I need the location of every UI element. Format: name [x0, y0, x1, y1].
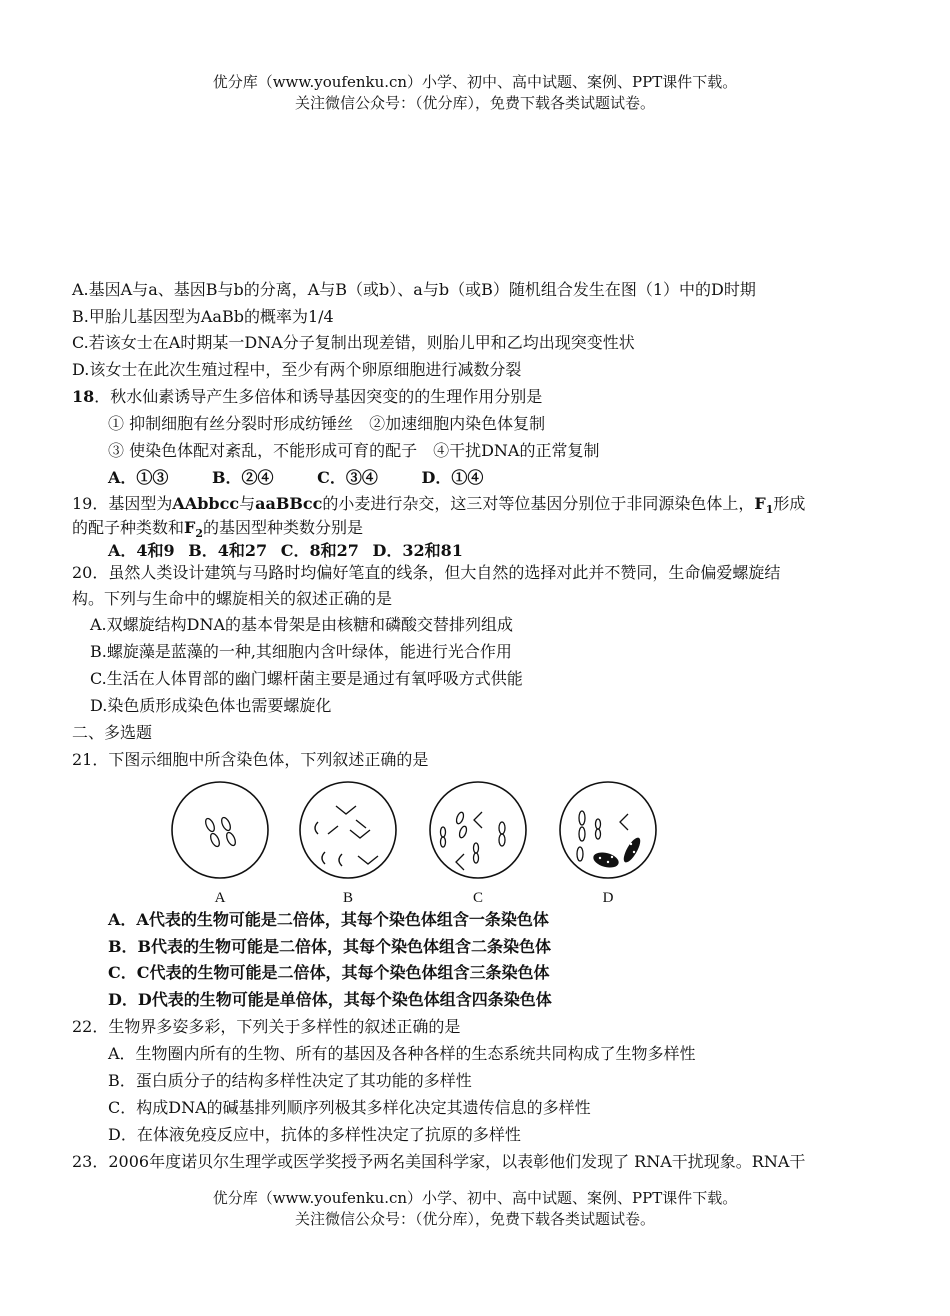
q19-text-6: 的基因型种类数分别是 [203, 518, 364, 537]
q21-option-c: C．C代表的生物可能是二倍体，其每个染色体组含三条染色体 [108, 963, 550, 982]
cell-a-chromosomes [204, 816, 237, 848]
cell-d-large-chromosome [592, 835, 644, 870]
footer-line-2: 关注微信公众号：（优分库），免费下载各类试题试卷。 [294, 1210, 655, 1228]
q22-stem: 22．生物界多姿多彩，下列关于多样性的叙述正确的是 [72, 1017, 461, 1036]
q20-option-a: A.双螺旋结构DNA的基本骨架是由核糖和磷酸交替排列组成 [90, 615, 514, 634]
q23-stem: 23．2006年度诺贝尔生理学或医学奖授予两名美国科学家，以表彰他们发现了 RNA干扰现象。RNA干 [72, 1152, 806, 1171]
q19-genotype-2: aaBBcc [255, 494, 323, 513]
chromosome-figure [160, 778, 680, 908]
q21-stem: 21．下图示细胞中所含染色体，下列叙述正确的是 [72, 750, 429, 769]
q18-stem [72, 386, 542, 408]
q19-options [108, 540, 471, 562]
q19-genotype-1: AAbbcc [172, 494, 240, 513]
q21-option-a: A．A代表的生物可能是二倍体，其每个染色体组含一条染色体 [108, 910, 549, 929]
q19-text-2: 与 [239, 494, 256, 513]
q19-f1: F [754, 494, 766, 513]
figure-label-c: C [472, 890, 484, 906]
cell-a-circle [172, 782, 268, 878]
q19-option-d: D．32和81 [372, 541, 463, 560]
q22-option-b: B．蛋白质分子的结构多样性决定了其功能的多样性 [108, 1071, 472, 1090]
q18-statement-line-1: ① 抑制细胞有丝分裂时形成纺锤丝 ②加速细胞内染色体复制 [108, 414, 546, 433]
q20-stem-line-1: 20．虽然人类设计建筑与马路时均偏好笔直的线条，但大自然的选择对此并不赞同，生命偏爱螺旋结 [72, 563, 781, 582]
cell-b-circle [300, 782, 396, 878]
q19-text-1: 19．基因型为 [72, 494, 173, 513]
q20-stem-line-2: 构。下列与生命中的螺旋相关的叙述正确的是 [72, 589, 393, 608]
cell-b-chromosomes [315, 806, 378, 866]
q18-statement-line-2: ③ 使染色体配对紊乱，不能形成可育的配子 ④干扰DNA的正常复制 [108, 441, 600, 460]
footer-line-1: 优分库（www.youfenku.cn）小学、初中、高中试题、案例、PPT课件下载。 [212, 1189, 738, 1207]
q18-number: 18 [72, 387, 95, 406]
q22-option-d: D．在体液免疫反应中，抗体的多样性决定了抗原的多样性 [108, 1125, 521, 1144]
q19-f2: F [184, 518, 196, 537]
figure-label-a: A [214, 890, 226, 906]
q18-option-a: A．①③ [108, 468, 169, 487]
q18-stem-text: ．秋水仙素诱导产生多倍体和诱导基因突变的的生理作用分别是 [94, 387, 543, 406]
cell-c-chromosomes [441, 811, 506, 870]
q18-option-c: C．③④ [317, 468, 378, 487]
q19-text-4: 形成 [773, 494, 806, 513]
q17-option-c: C.若该女士在A时期某一DNA分子复制出现差错，则胎儿甲和乙均出现突变性状 [72, 333, 635, 352]
q19-option-b: B．4和27 [188, 541, 268, 560]
cell-c-circle [430, 782, 526, 878]
figure-label-d: D [602, 890, 614, 906]
q22-option-c: C．构成DNA的碱基排列顺序列极其多样化决定其遗传信息的多样性 [108, 1098, 591, 1117]
q19-text-5: 的配子种类数和 [72, 518, 185, 537]
q20-option-d: D.染色质形成染色体也需要螺旋化 [90, 696, 332, 715]
q18-options [108, 467, 521, 489]
q17-option-b: B.甲胎儿基因型为AaBb的概率为1/4 [72, 307, 334, 326]
q19-f1-sub: 1 [765, 503, 774, 517]
q19-option-a: A．4和9 [108, 541, 175, 560]
q21-option-d: D．D代表的生物可能是单倍体，其每个染色体组含四条染色体 [108, 990, 552, 1009]
q20-option-c: C.生活在人体胃部的幽门螺杆菌主要是通过有氧呼吸方式供能 [90, 669, 523, 688]
q18-option-b: B．②④ [212, 468, 274, 487]
q19-f2-sub: 2 [195, 527, 204, 541]
section-heading-multi-choice: 二、多选题 [72, 723, 153, 742]
page-footer [0, 1188, 950, 1230]
q17-option-d: D.该女士在此次生殖过程中，至少有两个卵原细胞进行减数分裂 [72, 360, 522, 379]
figure-label-b: B [342, 890, 354, 906]
chromosome-figure-svg [160, 778, 680, 908]
q19-text-3: 的小麦进行杂交，这三对等位基因分别位于非同源染色体上， [322, 494, 755, 513]
header-line-2: 关注微信公众号：（优分库），免费下载各类试题试卷。 [294, 94, 655, 112]
q19-option-c: C．8和27 [280, 541, 359, 560]
page-header [0, 72, 950, 114]
q17-option-a: A.基因A与a、基因B与b的分离，A与B（或b）、a与b（或B）随机组合发生在图（1）中的D时期 [72, 280, 756, 299]
q18-option-d: D．①④ [421, 468, 484, 487]
q20-option-b: B.螺旋藻是蓝藻的一种,其细胞内含叶绿体，能进行光合作用 [90, 642, 512, 661]
q21-option-b: B．B代表的生物可能是二倍体，其每个染色体组含二条染色体 [108, 937, 552, 956]
q22-option-a: A．生物圈内所有的生物、所有的基因及各种各样的生态系统共同构成了生物多样性 [108, 1044, 696, 1063]
header-line-1: 优分库（www.youfenku.cn）小学、初中、高中试题、案例、PPT课件下载。 [212, 73, 738, 91]
